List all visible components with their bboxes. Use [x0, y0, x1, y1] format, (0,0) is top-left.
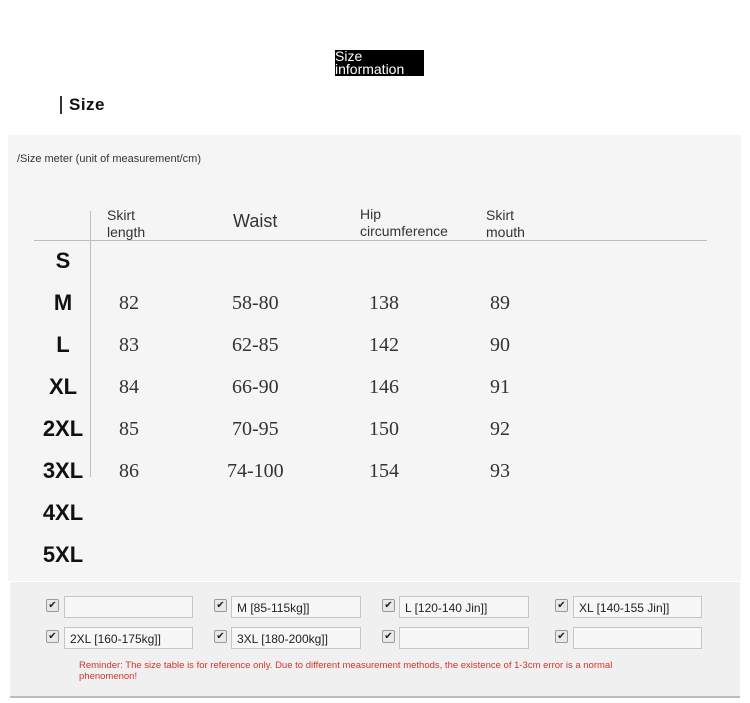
cell-m-waist: 58-80 — [232, 292, 279, 314]
cell-xl-waist: 66-90 — [232, 376, 279, 398]
header-hip-circumference: Hip circumference — [360, 206, 448, 239]
header-divider — [34, 240, 707, 241]
header-skirt-length: Skirt length — [107, 207, 146, 240]
weight-field-l[interactable]: L [120-140 Jin]] — [399, 596, 529, 618]
size-information-banner — [335, 50, 424, 76]
cell-xl-mouth: 91 — [490, 376, 510, 398]
size-label-5xl: 5XL — [42, 542, 84, 567]
weight-field-3xl[interactable]: 3XL [180-200kg]] — [231, 627, 361, 649]
weight-field-m[interactable]: M [85-115kg]] — [231, 596, 361, 618]
weight-field-1[interactable] — [64, 596, 193, 618]
cell-xl-length: 84 — [119, 376, 139, 398]
weight-field-xl[interactable]: XL [140-155 Jin]] — [573, 596, 702, 618]
size-label-4xl: 4XL — [42, 500, 84, 525]
cell-3xl-hip: 154 — [369, 460, 399, 482]
cell-2xl-length: 85 — [119, 418, 139, 440]
size-label-xl: XL — [48, 374, 78, 399]
banner-line-1: Size — [335, 50, 363, 64]
cell-2xl-hip: 150 — [369, 418, 399, 440]
size-label-3xl: 3XL — [42, 458, 84, 483]
bottom-divider — [10, 696, 740, 698]
weight-checkbox-4[interactable]: ✔ — [555, 599, 568, 612]
size-label-l: L — [56, 332, 70, 357]
weight-checkbox-7[interactable]: ✔ — [382, 630, 395, 643]
weight-checkbox-3[interactable]: ✔ — [382, 599, 395, 612]
cell-3xl-waist: 74-100 — [227, 460, 284, 482]
weight-checkbox-8[interactable]: ✔ — [555, 630, 568, 643]
cell-l-mouth: 90 — [490, 334, 510, 356]
cell-m-hip: 138 — [369, 292, 399, 314]
cell-l-length: 83 — [119, 334, 139, 356]
heading-bar — [60, 96, 62, 114]
cell-2xl-mouth: 92 — [490, 418, 510, 440]
size-label-s: S — [55, 248, 71, 273]
banner-line-2: information — [335, 61, 405, 76]
cell-l-hip: 142 — [369, 334, 399, 356]
size-reminder-note: Reminder: The size table is for reference only. Due to different measurement methods, the existence of 1-3cm error is a normal phenomenon! — [79, 660, 613, 682]
cell-m-length: 82 — [119, 292, 139, 314]
weight-field-8[interactable] — [573, 627, 702, 649]
weight-checkbox-2[interactable]: ✔ — [214, 599, 227, 612]
weight-field-2xl[interactable]: 2XL [160-175kg]] — [64, 627, 193, 649]
size-label-m: M — [53, 290, 73, 315]
size-table-subtitle: /Size meter (unit of measurement/cm) — [17, 153, 202, 165]
cell-3xl-mouth: 93 — [490, 460, 510, 482]
cell-xl-hip: 146 — [369, 376, 399, 398]
header-waist: Waist — [233, 211, 278, 231]
cell-l-waist: 62-85 — [232, 334, 279, 356]
weight-checkbox-5[interactable]: ✔ — [46, 630, 59, 643]
size-table-panel — [8, 135, 741, 581]
weight-field-7[interactable] — [399, 627, 529, 649]
size-label-2xl: 2XL — [42, 416, 84, 441]
size-section-heading — [60, 95, 105, 115]
cell-m-mouth: 89 — [490, 292, 510, 314]
weight-checkbox-1[interactable]: ✔ — [46, 599, 59, 612]
cell-2xl-waist: 70-95 — [232, 418, 279, 440]
cell-3xl-length: 86 — [119, 460, 139, 482]
weight-checkbox-6[interactable]: ✔ — [214, 630, 227, 643]
size-section-title: Size — [69, 95, 106, 114]
header-skirt-mouth: Skirt mouth — [486, 207, 525, 240]
